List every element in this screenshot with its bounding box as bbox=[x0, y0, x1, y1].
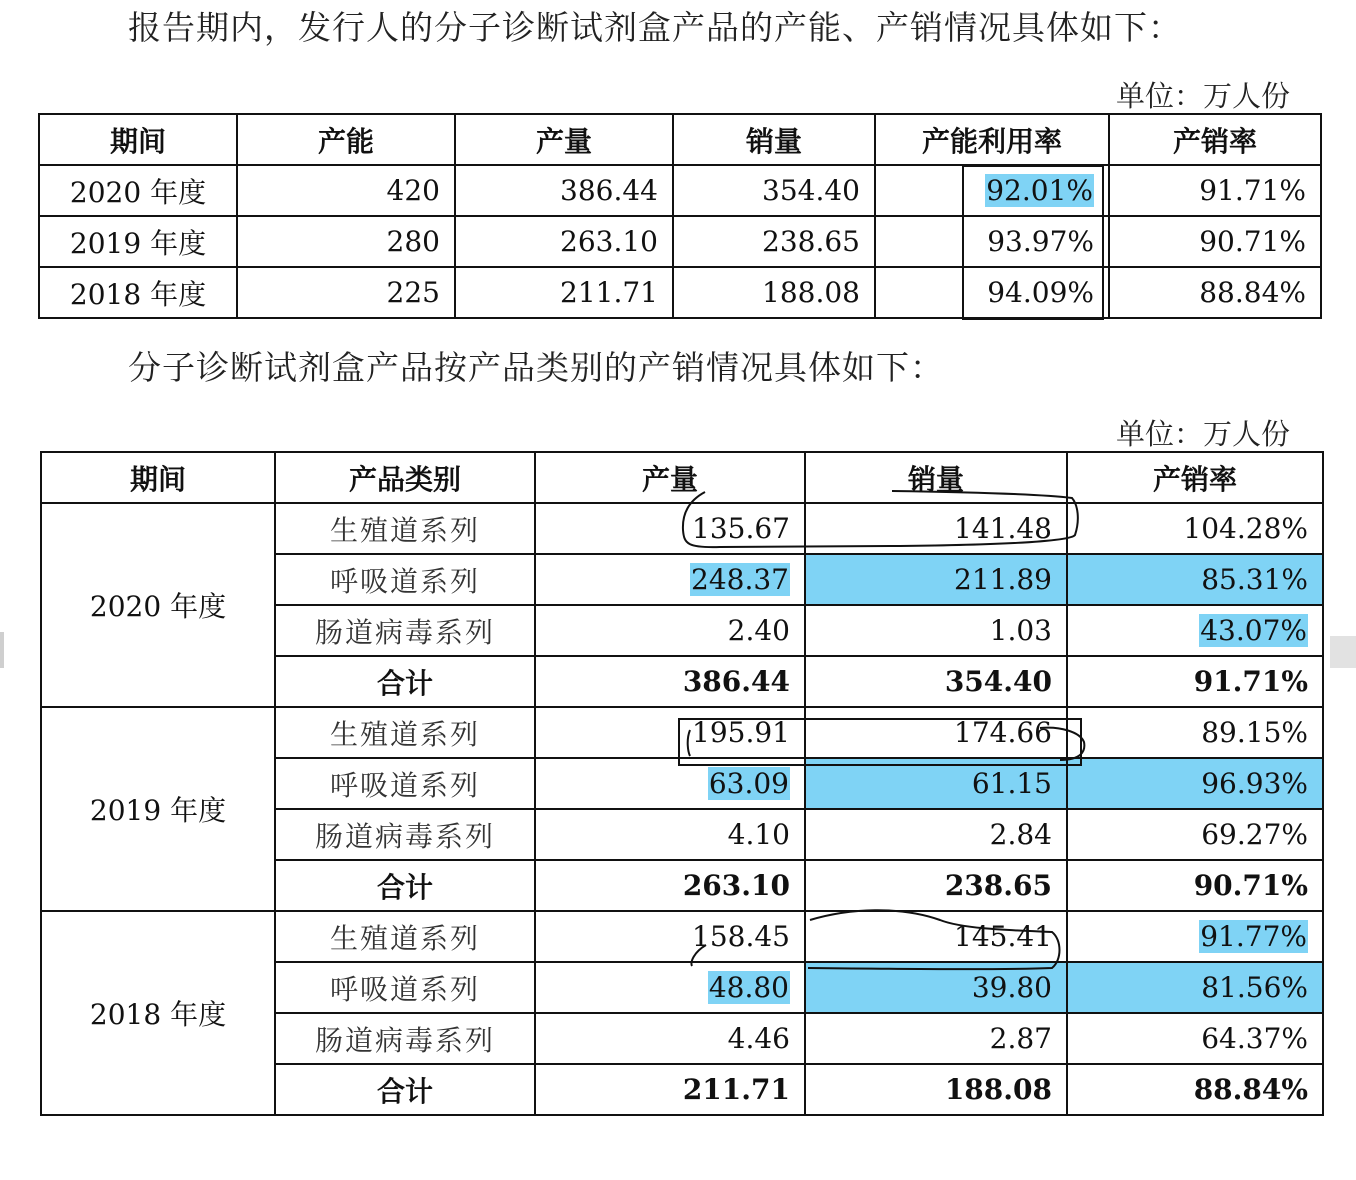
unit-label-2: 单位：万人份 bbox=[1116, 417, 1291, 451]
cell-rate: 89.15% bbox=[1067, 707, 1323, 758]
cell-period: 2018 年度 bbox=[41, 911, 275, 1115]
cell-rate: 64.37% bbox=[1067, 1013, 1323, 1064]
cell-output: 158.45 bbox=[535, 911, 805, 962]
cell-rate: 104.28% bbox=[1067, 503, 1323, 554]
cell-output: 211.71 bbox=[535, 1064, 805, 1115]
cell-sales: 2.87 bbox=[805, 1013, 1067, 1064]
table-row bbox=[39, 216, 1321, 267]
cell-category: 肠道病毒系列 bbox=[275, 1013, 535, 1064]
cell-period: 2019 年度 bbox=[41, 707, 275, 911]
cell-utilization bbox=[875, 165, 1109, 216]
header-rate: 产销率 bbox=[1067, 452, 1323, 503]
cell-output bbox=[535, 962, 805, 1013]
cell-output: 4.46 bbox=[535, 1013, 805, 1064]
cell-rate: 81.56% bbox=[1067, 962, 1323, 1013]
cell-output bbox=[535, 554, 805, 605]
header-output: 产量 bbox=[535, 452, 805, 503]
cell-period: 2018 年度 bbox=[39, 267, 237, 318]
cell-rate: 90.71% bbox=[1067, 860, 1323, 911]
table-row bbox=[41, 911, 1323, 962]
cell-sales: 354.40 bbox=[673, 165, 875, 216]
cell-output: 263.10 bbox=[535, 860, 805, 911]
cell-rate: 90.71% bbox=[1109, 216, 1321, 267]
header-capacity: 产能 bbox=[237, 114, 455, 165]
cell-output: 386.44 bbox=[455, 165, 673, 216]
highlighted-value: 248.37 bbox=[691, 563, 789, 596]
cell-sales: 145.41 bbox=[805, 911, 1067, 962]
cell-sales: 39.80 bbox=[805, 962, 1067, 1013]
cell-period: 2020 年度 bbox=[41, 503, 275, 707]
cell-utilization: 94.09% bbox=[875, 267, 1109, 318]
cell-sales: 354.40 bbox=[805, 656, 1067, 707]
cell-sales: 1.03 bbox=[805, 605, 1067, 656]
cell-capacity: 280 bbox=[237, 216, 455, 267]
table-row bbox=[39, 165, 1321, 216]
table-header-row bbox=[39, 114, 1321, 165]
cell-category: 合计 bbox=[275, 860, 535, 911]
cell-capacity: 225 bbox=[237, 267, 455, 318]
header-sales: 销量 bbox=[805, 452, 1067, 503]
header-category: 产品类别 bbox=[275, 452, 535, 503]
cell-rate: 69.27% bbox=[1067, 809, 1323, 860]
cell-rate: 96.93% bbox=[1067, 758, 1323, 809]
header-rate: 产销率 bbox=[1109, 114, 1321, 165]
cell-category: 呼吸道系列 bbox=[275, 758, 535, 809]
cell-sales: 174.66 bbox=[805, 707, 1067, 758]
cell-rate bbox=[1067, 605, 1323, 656]
header-utilization: 产能利用率 bbox=[875, 114, 1109, 165]
unit-label-1: 单位：万人份 bbox=[1116, 79, 1291, 113]
cell-sales: 238.65 bbox=[805, 860, 1067, 911]
cell-category: 呼吸道系列 bbox=[275, 962, 535, 1013]
intro-text-1: 报告期内，发行人的分子诊断试剂盒产品的产能、产销情况具体如下： bbox=[128, 8, 1182, 47]
cell-output: 386.44 bbox=[535, 656, 805, 707]
cell-sales: 211.89 bbox=[805, 554, 1067, 605]
cell-category: 肠道病毒系列 bbox=[275, 809, 535, 860]
highlighted-value: 91.77% bbox=[1200, 920, 1307, 953]
page-edge-right bbox=[1330, 636, 1356, 668]
cell-sales: 61.15 bbox=[805, 758, 1067, 809]
cell-rate: 88.84% bbox=[1067, 1064, 1323, 1115]
cell-rate: 88.84% bbox=[1109, 267, 1321, 318]
cell-output: 2.40 bbox=[535, 605, 805, 656]
cell-output: 211.71 bbox=[455, 267, 673, 318]
table-row bbox=[41, 707, 1323, 758]
table-row bbox=[41, 503, 1323, 554]
capacity-table bbox=[38, 113, 1322, 319]
cell-category: 肠道病毒系列 bbox=[275, 605, 535, 656]
highlighted-value: 43.07% bbox=[1200, 614, 1307, 647]
cell-capacity: 420 bbox=[237, 165, 455, 216]
cell-period: 2019 年度 bbox=[39, 216, 237, 267]
highlighted-value: 63.09 bbox=[708, 767, 789, 800]
cell-utilization: 93.97% bbox=[875, 216, 1109, 267]
cell-output bbox=[535, 758, 805, 809]
header-period: 期间 bbox=[39, 114, 237, 165]
cell-category: 生殖道系列 bbox=[275, 503, 535, 554]
highlighted-value: 48.80 bbox=[708, 971, 789, 1004]
cell-sales: 141.48 bbox=[805, 503, 1067, 554]
cell-output: 4.10 bbox=[535, 809, 805, 860]
cell-output: 263.10 bbox=[455, 216, 673, 267]
cell-output: 195.91 bbox=[535, 707, 805, 758]
cell-category: 呼吸道系列 bbox=[275, 554, 535, 605]
table-header-row bbox=[41, 452, 1323, 503]
cell-category: 生殖道系列 bbox=[275, 911, 535, 962]
cell-sales: 238.65 bbox=[673, 216, 875, 267]
table-row bbox=[39, 267, 1321, 318]
cell-category: 生殖道系列 bbox=[275, 707, 535, 758]
highlighted-value: 92.01% bbox=[986, 174, 1093, 207]
cell-sales: 2.84 bbox=[805, 809, 1067, 860]
cell-sales: 188.08 bbox=[805, 1064, 1067, 1115]
category-table bbox=[40, 451, 1324, 1116]
page-edge-left bbox=[0, 632, 4, 668]
cell-category: 合计 bbox=[275, 1064, 535, 1115]
cell-rate: 91.71% bbox=[1109, 165, 1321, 216]
header-sales: 销量 bbox=[673, 114, 875, 165]
header-period: 期间 bbox=[41, 452, 275, 503]
cell-rate: 91.71% bbox=[1067, 656, 1323, 707]
cell-sales: 188.08 bbox=[673, 267, 875, 318]
cell-rate bbox=[1067, 911, 1323, 962]
cell-period: 2020 年度 bbox=[39, 165, 237, 216]
cell-output: 135.67 bbox=[535, 503, 805, 554]
intro-text-2: 分子诊断试剂盒产品按产品类别的产销情况具体如下： bbox=[128, 348, 944, 387]
cell-category: 合计 bbox=[275, 656, 535, 707]
header-output: 产量 bbox=[455, 114, 673, 165]
cell-rate: 85.31% bbox=[1067, 554, 1323, 605]
